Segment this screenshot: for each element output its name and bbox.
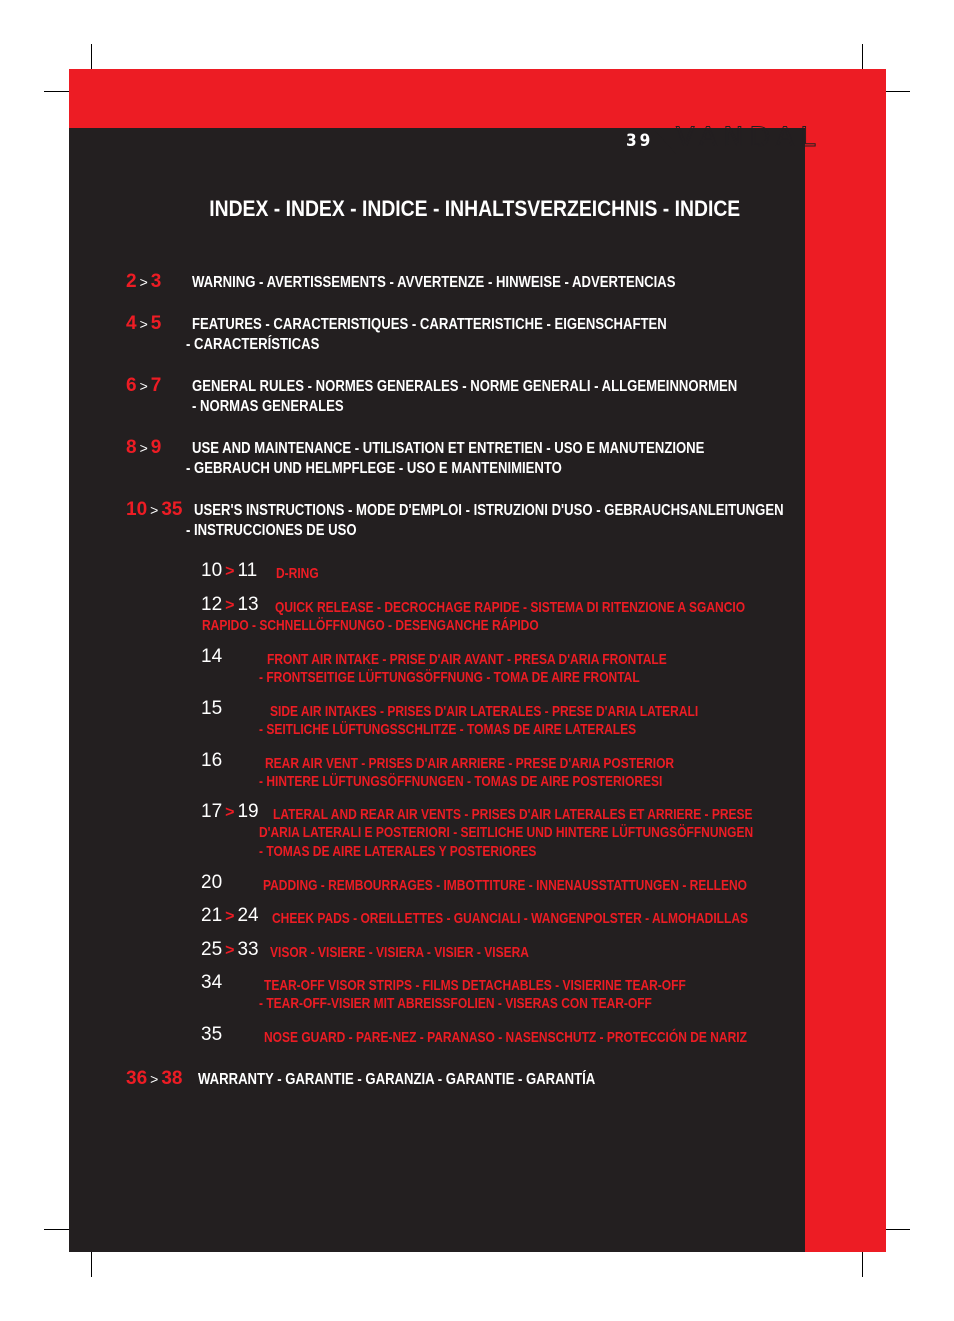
page-number: 39	[626, 131, 654, 151]
page-to: 38	[161, 1068, 183, 1089]
entry-title: FEATURES - CARACTERISTIQUES - CARATTERISTICHE - EIGENSCHAFTEN	[192, 316, 667, 333]
sub-entry-title: FRONT AIR INTAKE - PRISE D'AIR AVANT - PRESA D'ARIA FRONTALE	[267, 651, 667, 668]
sub-entry-title: D-RING	[276, 565, 319, 582]
page-from: 2	[126, 271, 137, 292]
page-from: 17	[201, 801, 223, 822]
sub-entry-title-continued: RAPIDO - SCHNELLÖFFNUNGO - DESENGANCHE RÁPIDO	[202, 617, 539, 634]
sub-entry-title-continued: - SEITLICHE LÜFTUNGSSCHLITZE - TOMAS DE AIRE LATERALES	[259, 721, 637, 738]
sub-entry-title: SIDE AIR INTAKES - PRISES D'AIR LATERALES - PRESE D'ARIA LATERALI	[270, 703, 699, 720]
page-to: 5	[150, 313, 162, 334]
brand-logo: VANDAL	[676, 122, 822, 153]
entry-title-continued: - GEBRAUCH UND HELMPFLEGE - USO E MANTENIMIENTO	[186, 460, 562, 477]
sub-entry-title-continued: D'ARIA LATERALI E POSTERIORI - SEITLICHE UND HINTERE LÜFTUNGSÖFFNUNGEN	[259, 824, 754, 841]
page-from: 8	[126, 437, 137, 458]
page-to: 19	[237, 801, 259, 822]
sub-entry-title: PADDING - REMBOURRAGES - IMBOTTITURE - INNENAUSSTATTUNGEN - RELLENO	[263, 877, 747, 894]
page-to: 11	[237, 560, 258, 581]
page-number: 15	[201, 698, 223, 719]
page-to: 33	[237, 939, 259, 960]
sub-entry-title: QUICK RELEASE - DECROCHAGE RAPIDE - SISTEMA DI RITENZIONE A SGANCIO	[275, 599, 746, 616]
page-to: 9	[150, 437, 162, 458]
page-from: 10	[126, 499, 148, 520]
page-number: 14	[201, 646, 223, 667]
entry-title: USER'S INSTRUCTIONS - MODE D'EMPLOI - ISTRUZIONI D'USO - GEBRAUCHSANLEITUNGEN	[194, 502, 784, 519]
entry-title-continued: - CARACTERÍSTICAS	[186, 336, 320, 353]
sub-entry-title: LATERAL AND REAR AIR VENTS - PRISES D'AIR LATERALES ET ARRIERE - PRESE	[273, 806, 753, 823]
entry-title: GENERAL RULES - NORMES GENERALES - NORME GENERALI - ALLGEMEINNORMEN	[192, 378, 738, 395]
sub-entry-title-continued: - TEAR-OFF-VISIER MIT ABREISSFOLIEN - VISERAS CON TEAR-OFF	[259, 995, 652, 1012]
page-from: 25	[201, 939, 223, 960]
page-from: 21	[201, 905, 223, 926]
sub-entry-title-continued: - FRONTSEITIGE LÜFTUNGSÖFFNUNG - TOMA DE AIRE FRONTAL	[259, 669, 640, 686]
page-number: 35	[201, 1024, 223, 1045]
sub-entry-title-continued: - TOMAS DE AIRE LATERALES Y POSTERIORES	[259, 843, 537, 860]
page-to: 35	[161, 499, 183, 520]
entry-title: USE AND MAINTENANCE - UTILISATION ET ENTRETIEN - USO E MANUTENZIONE	[192, 440, 705, 457]
entry-title-continued: - NORMAS GENERALES	[192, 398, 344, 415]
page-number: 20	[201, 872, 223, 893]
page-to: 24	[237, 905, 259, 926]
sub-entry-title-continued: - HINTERE LÜFTUNGSÖFFNUNGEN - TOMAS DE AIRE POSTERIORESI	[259, 773, 663, 790]
page-number: 16	[201, 750, 223, 771]
page-number: 34	[201, 972, 223, 993]
entry-title: WARRANTY - GARANTIE - GARANZIA - GARANTIE - GARANTÍA	[198, 1071, 596, 1088]
page-from: 10	[201, 560, 223, 581]
sub-entry-title: NOSE GUARD - PARE-NEZ - PARANASO - NASENSCHUTZ - PROTECCIÓN DE NARIZ	[264, 1029, 747, 1046]
sub-entry-title: CHEEK PADS - OREILLETTES - GUANCIALI - WANGENPOLSTER - ALMOHADILLAS	[272, 910, 748, 927]
page-from: 12	[201, 594, 223, 615]
sub-entry-title: VISOR - VISIERE - VISIERA - VISIER - VISERA	[270, 944, 529, 961]
page-to: 7	[150, 375, 162, 396]
page-to: 3	[150, 271, 162, 292]
sub-entry-title: TEAR-OFF VISOR STRIPS - FILMS DETACHABLES - VISIERINE TEAR-OFF	[264, 977, 686, 994]
entry-title-continued: - INSTRUCCIONES DE USO	[186, 522, 357, 539]
page-from: 4	[126, 313, 137, 334]
entry-title: WARNING - AVERTISSEMENTS - AVVERTENZE - HINWEISE - ADVERTENCIAS	[192, 274, 676, 291]
page-title: INDEX - INDEX - INDICE - INHALTSVERZEICHNIS - INDICE	[209, 196, 741, 221]
page-from: 36	[126, 1068, 148, 1089]
page-to: 13	[237, 594, 259, 615]
page-from: 6	[126, 375, 137, 396]
sub-entry-title: REAR AIR VENT - PRISES D'AIR ARRIERE - PRESE D'ARIA POSTERIOR	[265, 755, 675, 772]
